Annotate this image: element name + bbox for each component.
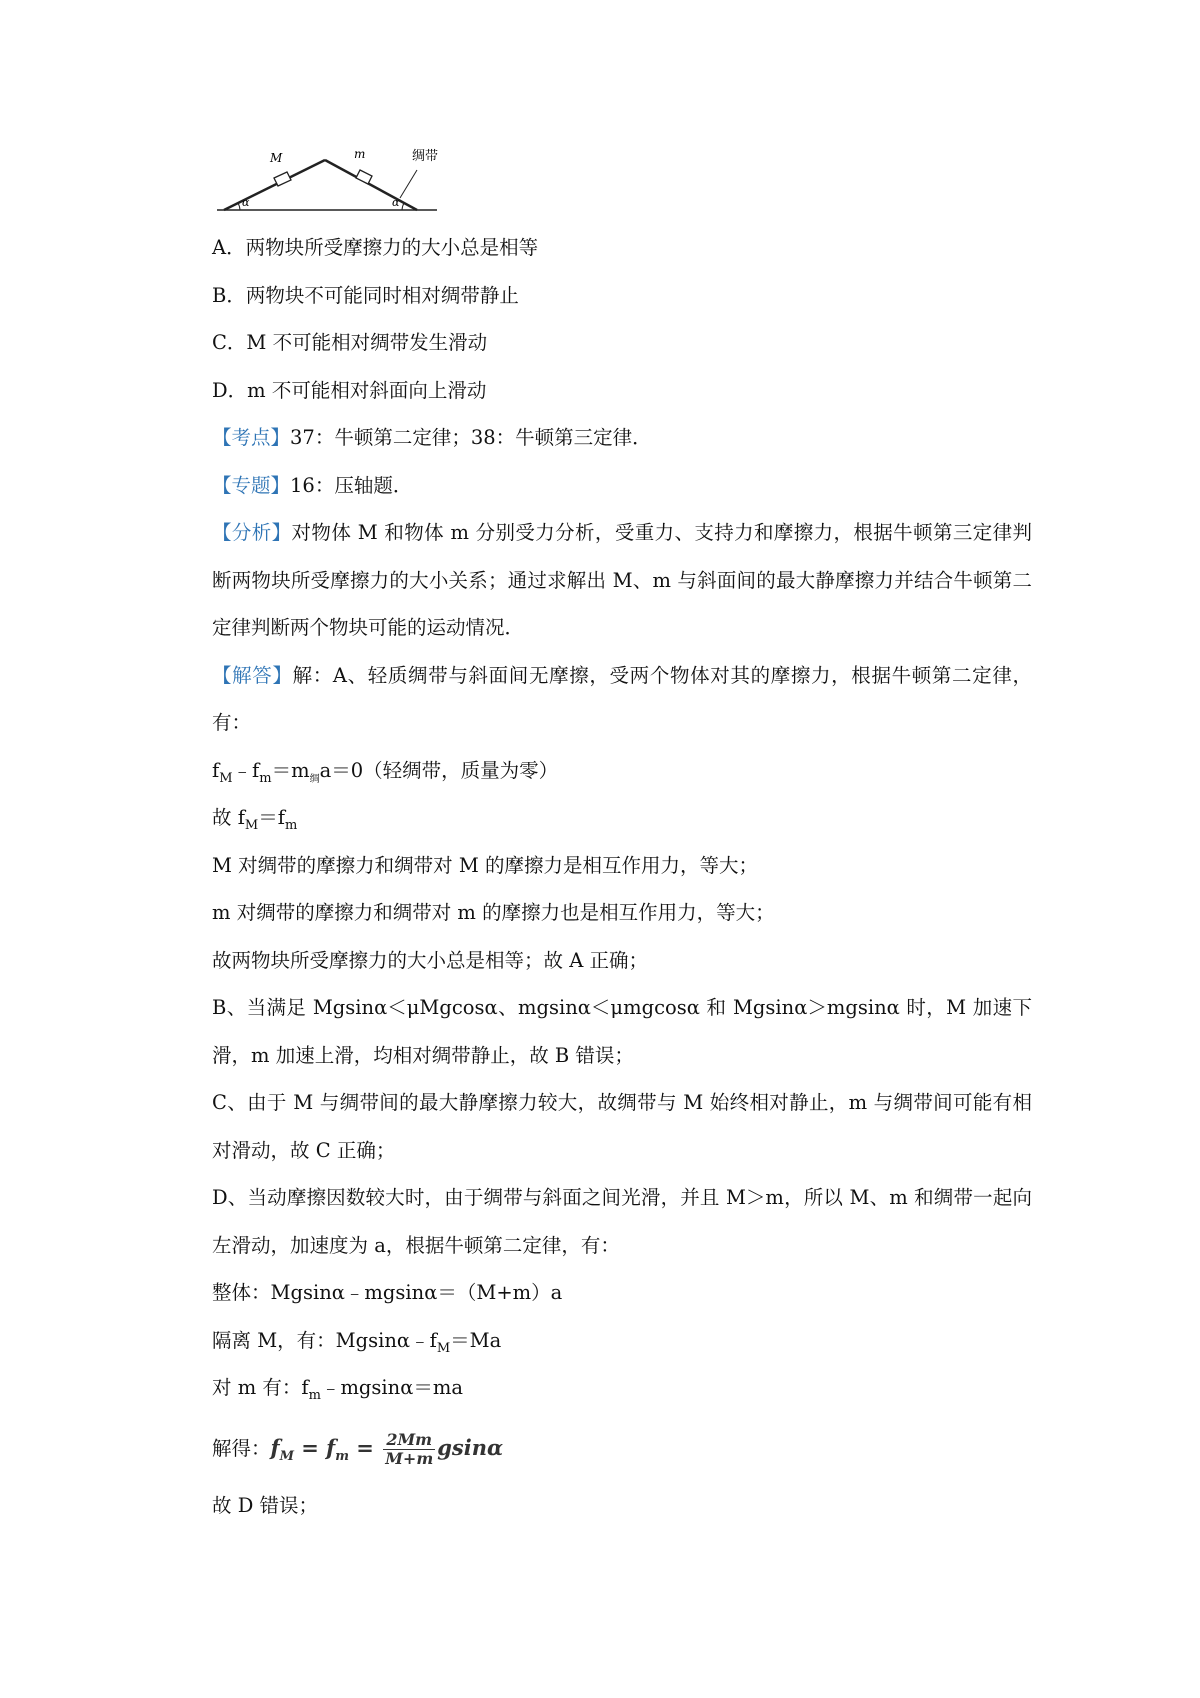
- label-alpha-right: α: [392, 196, 400, 209]
- formula-f1: f: [270, 1434, 280, 1460]
- kaodian-line: [212, 414, 1032, 462]
- equation-2: [212, 794, 1032, 842]
- formula-tail: gsinα: [437, 1434, 504, 1460]
- text-line-1: M 对绸带的摩擦力和绸带对 M 的摩擦力是相互作用力，等大；: [212, 853, 759, 877]
- last-line: 故 D 错误；: [212, 1494, 319, 1517]
- option-d: D．m 不可能相对斜面向上滑动: [212, 378, 487, 402]
- option-b: B．两物块不可能同时相对绸带静止: [212, 283, 519, 307]
- formula-denominator: M+m: [385, 1448, 434, 1468]
- incline-right: [325, 160, 417, 210]
- geli-rest: ＝Ma: [450, 1328, 502, 1352]
- block-m: [356, 170, 372, 184]
- formula-expression: [270, 1429, 504, 1468]
- angle-arc-left: [238, 203, 240, 210]
- incline-diagram: [212, 140, 442, 218]
- text-line-2: m 对绸带的摩擦力和绸带对 m 的摩擦力也是相互作用力，等大；: [212, 901, 775, 924]
- kaodian-text: 37：牛顿第二定律；38：牛顿第三定律．: [290, 426, 652, 449]
- option-c: C．M 不可能相对绸带发生滑动: [212, 331, 488, 354]
- paragraph-c: C、由于 M 与绸带间的最大静摩擦力较大，故绸带与 M 始终相对静止，m 与绸带间可能有相对滑动，故 C 正确；: [212, 1091, 1032, 1162]
- jiede-prefix: 解得：: [212, 1436, 271, 1460]
- fenxi-tag: 【分析】: [212, 521, 292, 544]
- paragraph-b: B、当满足 Mgsinα＜μMgcosα、mgsinα＜μmgcosα 和 Mgsinα＞mgsinα 时，M 加速下滑，m 加速上滑，均相对绸带静止，故 B 错误；: [212, 996, 1032, 1067]
- geli-sub-M: M: [436, 1340, 451, 1356]
- strip-pointer: [400, 170, 417, 198]
- kaodian-tag: 【考点】: [212, 426, 291, 449]
- formula-eq1: =: [293, 1434, 327, 1460]
- zhuanti-text: 16：压轴题．: [290, 473, 413, 497]
- fenxi-paragraph: [212, 509, 1032, 652]
- zhuanti-line: [212, 462, 1032, 510]
- eq1-eq: ＝m: [271, 758, 310, 782]
- eq2-sub-M: M: [244, 817, 259, 833]
- eq2-sub-m: m: [284, 817, 298, 833]
- formula-f2: f: [326, 1434, 336, 1460]
- jieda-tag: 【解答】: [212, 663, 293, 687]
- eq1-minus: ﹣f: [232, 758, 260, 782]
- jieda-paragraph: [212, 652, 1032, 747]
- eq2-eq: ＝f: [258, 806, 285, 829]
- duim-rest: ﹣mgsinα＝ma: [320, 1376, 463, 1399]
- fenxi-text: 对物体 M 和物体 m 分别受力分析，受重力、支持力和摩擦力，根据牛顿第三定律判断两物块所受摩擦力的大小关系；通过求解出 M、m 与斜面间的最大静摩擦力并结合牛顿第二定律判断两个物块可能的运动情况．: [212, 521, 1032, 639]
- formula-sub2: m: [335, 1448, 349, 1464]
- geli-prefix: 隔离 M，有：Mgsinα﹣f: [212, 1328, 437, 1352]
- angle-arc-right: [402, 203, 404, 210]
- label-alpha-left: α: [242, 196, 250, 209]
- duim-prefix: 对 m 有：f: [212, 1376, 309, 1399]
- block-M: [274, 172, 291, 186]
- label-strip: 绸带: [412, 149, 439, 164]
- label-m: m: [354, 147, 366, 161]
- eq1-f: f: [212, 758, 220, 782]
- duim-sub-m: m: [308, 1387, 321, 1403]
- label-M: M: [270, 151, 283, 165]
- equation-1: [212, 747, 1032, 795]
- solution-formula: [212, 1424, 1032, 1473]
- zhengti-line: 整体：Mgsinα﹣mgsinα＝（M+m）a: [212, 1281, 563, 1304]
- document-page: [212, 140, 1032, 1530]
- formula-numerator: 2Mm: [383, 1431, 435, 1450]
- option-a: A．两物块所受摩擦力的大小总是相等: [212, 236, 539, 259]
- text-line-3: 故两物块所受摩擦力的大小总是相等；故 A 正确；: [212, 948, 648, 972]
- eq1-sub-m: m: [259, 770, 272, 786]
- eq1-rest: a＝0（轻绸带，质量为零）: [319, 758, 559, 782]
- formula-eq2: =: [348, 1434, 382, 1460]
- jieda-text: 解：A、轻质绸带与斜面间无摩擦，受两个物体对其的摩擦力，根据牛顿第二定律，有：: [212, 663, 1032, 734]
- duim-line: [212, 1364, 1032, 1412]
- eq2-prefix: 故 f: [212, 806, 245, 829]
- zhuanti-tag: 【专题】: [212, 473, 291, 497]
- incline-left: [224, 160, 325, 210]
- paragraph-d: D、当动摩擦因数较大时，由于绸带与斜面之间光滑，并且 M＞m，所以 M、m 和绸带一起向左滑动，加速度为 a，根据牛顿第二定律，有：: [212, 1186, 1032, 1257]
- geli-line: [212, 1317, 1032, 1365]
- formula-fraction: [383, 1431, 435, 1468]
- formula-sub1: M: [279, 1448, 294, 1464]
- eq1-sub-M: M: [219, 770, 233, 786]
- eq1-sub-chou: 绸: [309, 773, 320, 785]
